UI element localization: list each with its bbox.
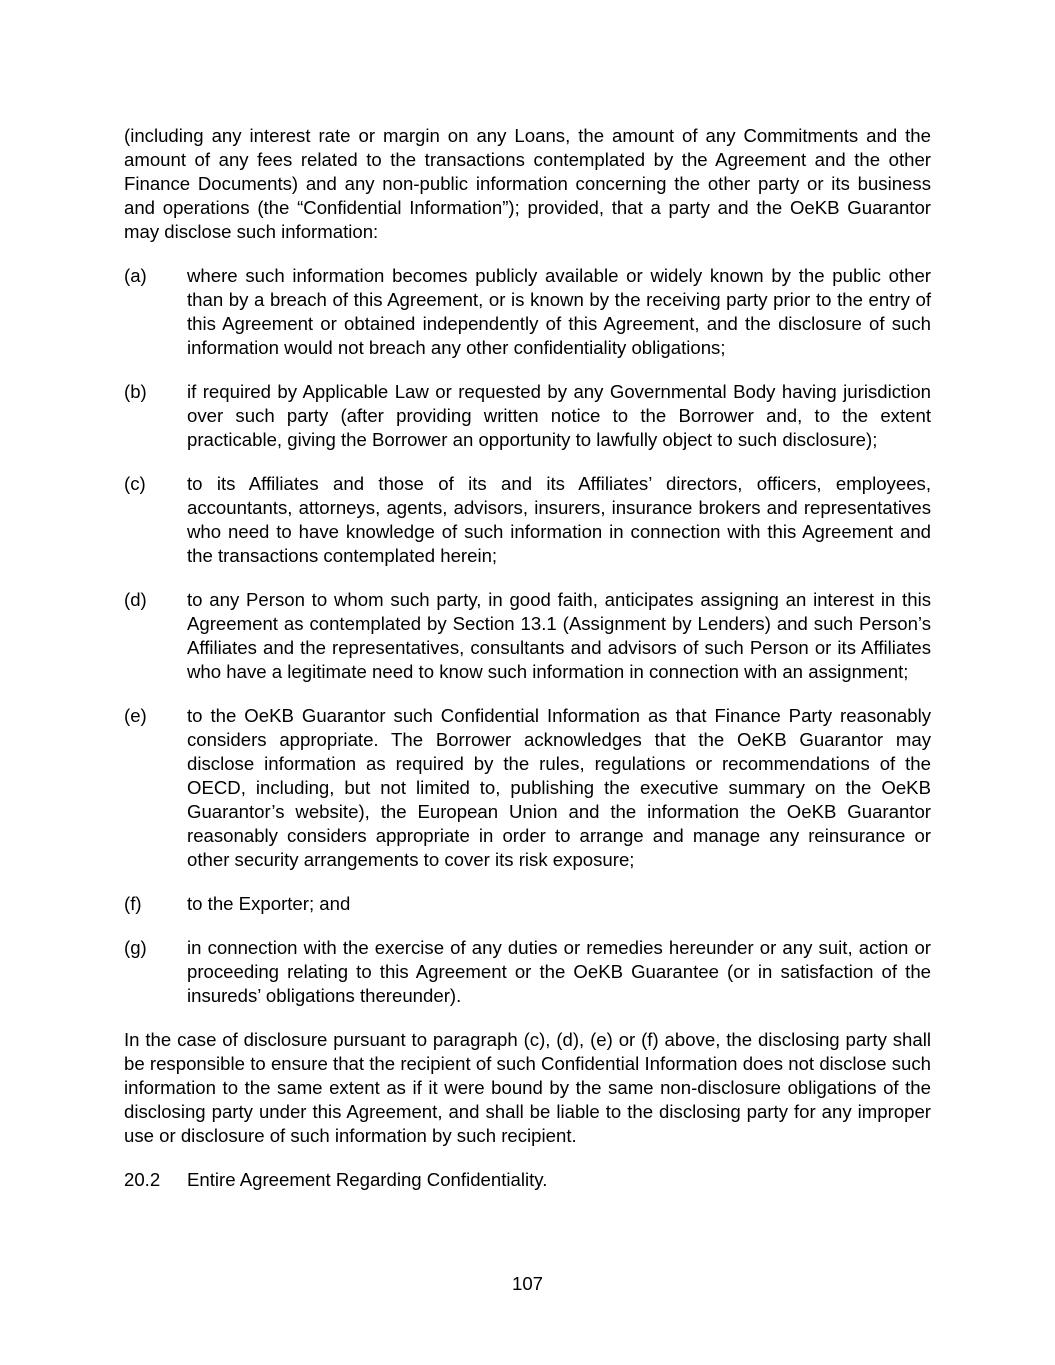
- list-item-text: if required by Applicable Law or requested by any Governmental Body having jurisdiction over such party (after providing written notice to the Borrower and, to the extent practicable, giving the Borrower an opportunity to lawfully object to such disclosure);: [187, 381, 931, 450]
- list-item-text: to its Affiliates and those of its and its Affiliates’ directors, officers, employees, accountants, attorneys, agents, advisors, insurers, insurance brokers and representatives who need to have knowledge of such information in connection with this Agreement and the transactions contemplated herein;: [187, 473, 931, 566]
- closing-paragraph: In the case of disclosure pursuant to paragraph (c), (d), (e) or (f) above, the disclosing party shall be responsible to ensure that the recipient of such Confidential Information does not disclose such information to the same extent as if it were bound by the same non-disclosure obligations of the disclosing party under this Agreement, and shall be liable to the disclosing party for any improper use or disclosure of such information by such recipient.: [124, 1029, 931, 1146]
- list-item: [124, 936, 931, 1008]
- list-item-label: (c): [124, 473, 146, 494]
- list-item-label: (a): [124, 265, 147, 286]
- list-item-label: (d): [124, 589, 147, 610]
- list-item: [124, 380, 931, 452]
- section-number: 20.2: [124, 1169, 161, 1190]
- intro-paragraph: (including any interest rate or margin on any Loans, the amount of any Commitments and the amount of any fees related to the transactions contemplated by the Agreement and the other Finance Documents) and any non-public information concerning the other party or its business and operations (the “Confidential Information”); provided, that a party and the OeKB Guarantor may disclose such information:: [124, 125, 931, 242]
- list-item-label: (f): [124, 893, 142, 914]
- list-item: [124, 588, 931, 684]
- list-item: [124, 704, 931, 872]
- disclosure-list: [124, 264, 931, 1008]
- list-item: [124, 472, 931, 568]
- list-item: [124, 892, 931, 916]
- list-item-text: where such information becomes publicly available or widely known by the public other than by a breach of this Agreement, or is known by the receiving party prior to the entry of this Agreement or obtained independently of this Agreement, and the disclosure of such information would not breach any other confidentiality obligations;: [187, 265, 931, 358]
- section-heading: [124, 1168, 931, 1192]
- document-body: [124, 124, 931, 1192]
- list-item: [124, 264, 931, 360]
- list-item-label: (g): [124, 937, 147, 958]
- list-item-text: in connection with the exercise of any duties or remedies hereunder or any suit, action or proceeding relating to this Agreement or the OeKB Guarantee (or in satisfaction of the insureds’ obligations thereunder).: [187, 937, 931, 1006]
- list-item-label: (b): [124, 381, 147, 402]
- list-item-text: to the Exporter; and: [187, 893, 351, 914]
- list-item-text: to any Person to whom such party, in good faith, anticipates assigning an interest in this Agreement as contemplated by Section 13.1 (Assignment by Lenders) and such Person’s Affiliates and the representatives, consultants and advisors of such Person or its Affiliates who have a legitimate need to know such information in connection with an assignment;: [187, 589, 931, 682]
- page-number: 107: [511, 1273, 544, 1294]
- section-title: Entire Agreement Regarding Confidentiality.: [187, 1169, 548, 1190]
- list-item-text: to the OeKB Guarantor such Confidential Information as that Finance Party reasonably considers appropriate. The Borrower acknowledges that the OeKB Guarantor may disclose information as required by the rules, regulations or recommendations of the OECD, including, but not limited to, publishing the executive summary on the OeKB Guarantor’s website), the European Union and the information the OeKB Guarantor reasonably considers appropriate in order to arrange and manage any reinsurance or other security arrangements to cover its risk exposure;: [187, 705, 931, 870]
- list-item-label: (e): [124, 705, 147, 726]
